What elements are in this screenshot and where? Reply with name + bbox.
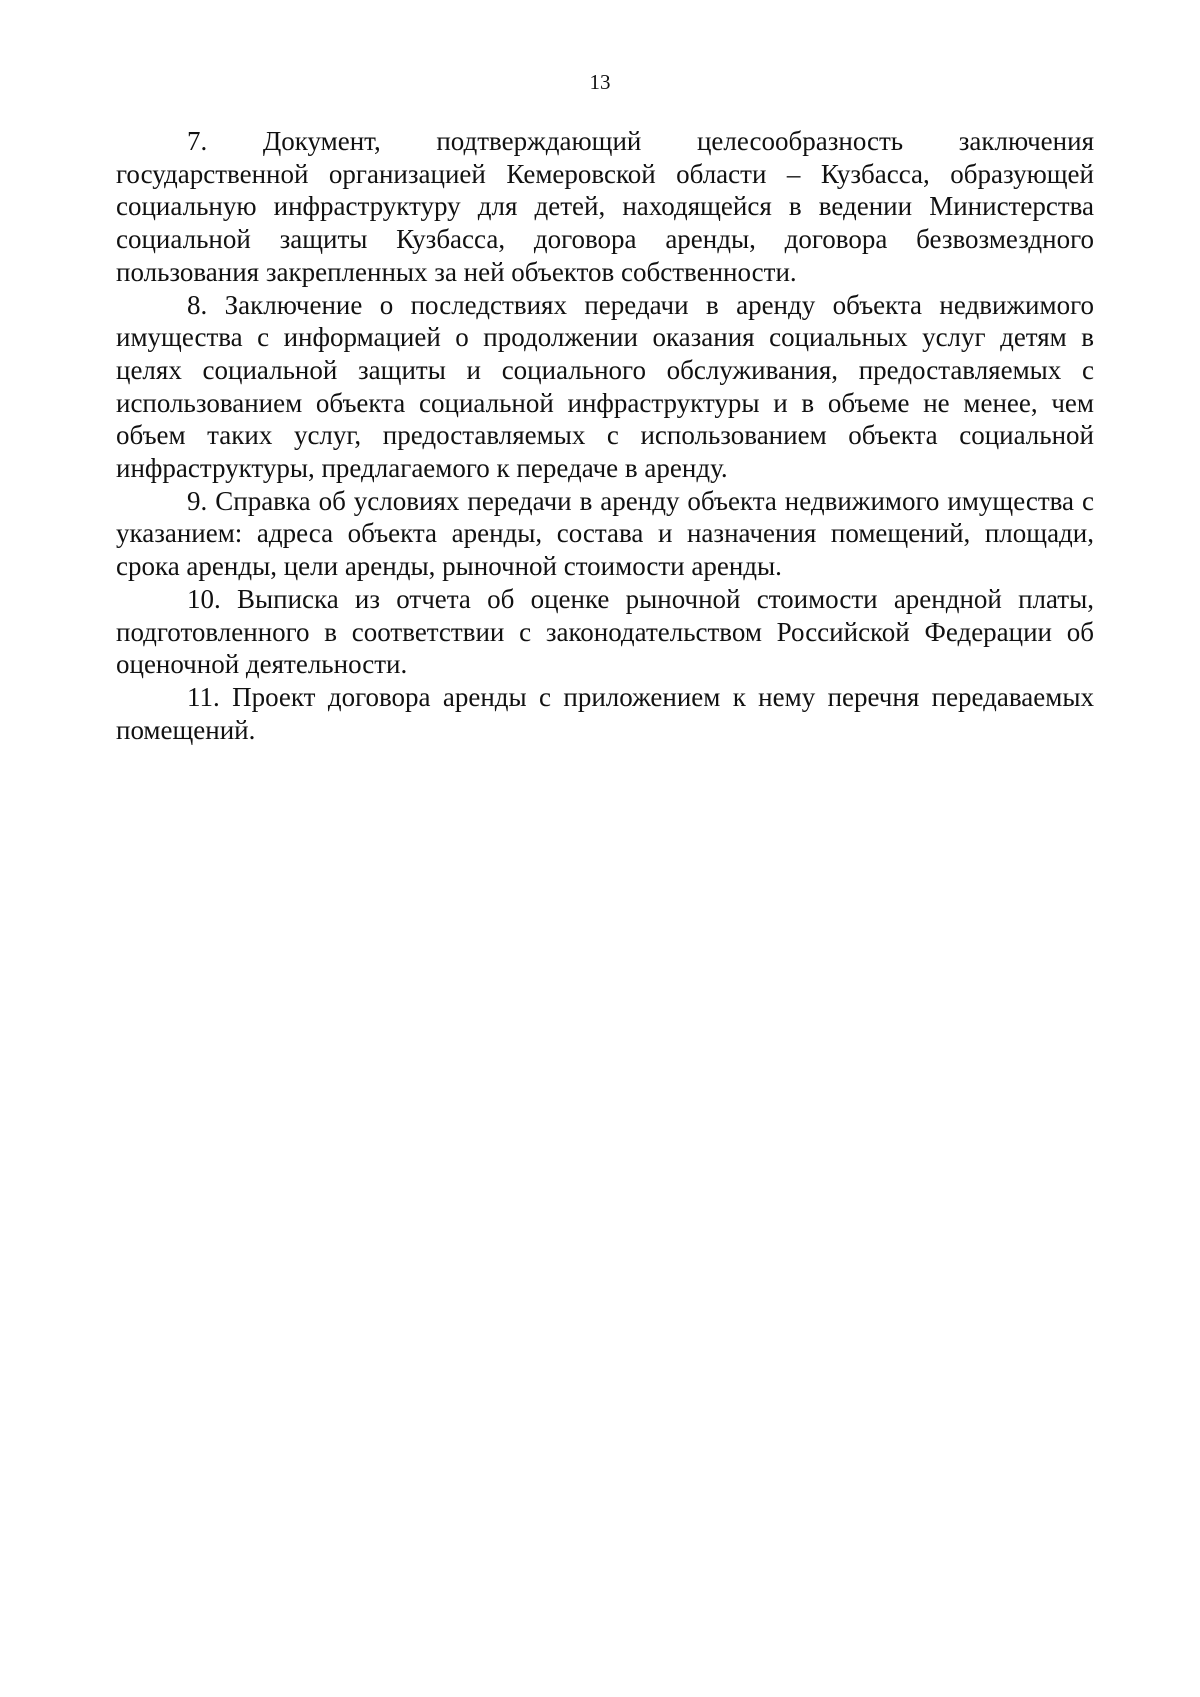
paragraph-item-10: 10. Выписка из отчета об оценке рыночной стоимости арендной платы, подготовленного в соответствии с законодательством Российской Федерации об оценочной деятельности. (116, 583, 1094, 680)
paragraph-item-9: 9. Справка об условиях передачи в аренду объекта недвижимого имущества с указанием: адреса объекта аренды, состава и назначения помещений, площади, срока аренды, цели аренды, рыночной стоимости аренды. (116, 485, 1094, 582)
paragraph-item-8: 8. Заключение о последствиях передачи в аренду объекта недвижимого имущества с информацией о продолжении оказания социальных услуг детям в целях социальной защиты и социального обслуживания, предоставляемых с использованием объекта социальной инфраструктуры и в объеме не менее, чем объем таких услуг, предоставляемых с использованием объекта социальной инфраструктуры, предлагаемого к передаче в аренду. (116, 289, 1094, 484)
paragraph-item-7: 7. Документ, подтверждающий целесообразность заключения государственной организацией Кемеровской области – Кузбасса, образующей социальную инфраструктуру для детей, находящейся в ведении Министерства социальной защиты Кузбасса, договора аренды, договора безвозмездного пользования закрепленных за ней объектов собственности. (116, 126, 1094, 287)
document-body (116, 125, 1094, 746)
page-number: 13 (589, 70, 611, 94)
paragraph-item-11: 11. Проект договора аренды с приложением к нему перечня передаваемых помещений. (116, 681, 1094, 745)
